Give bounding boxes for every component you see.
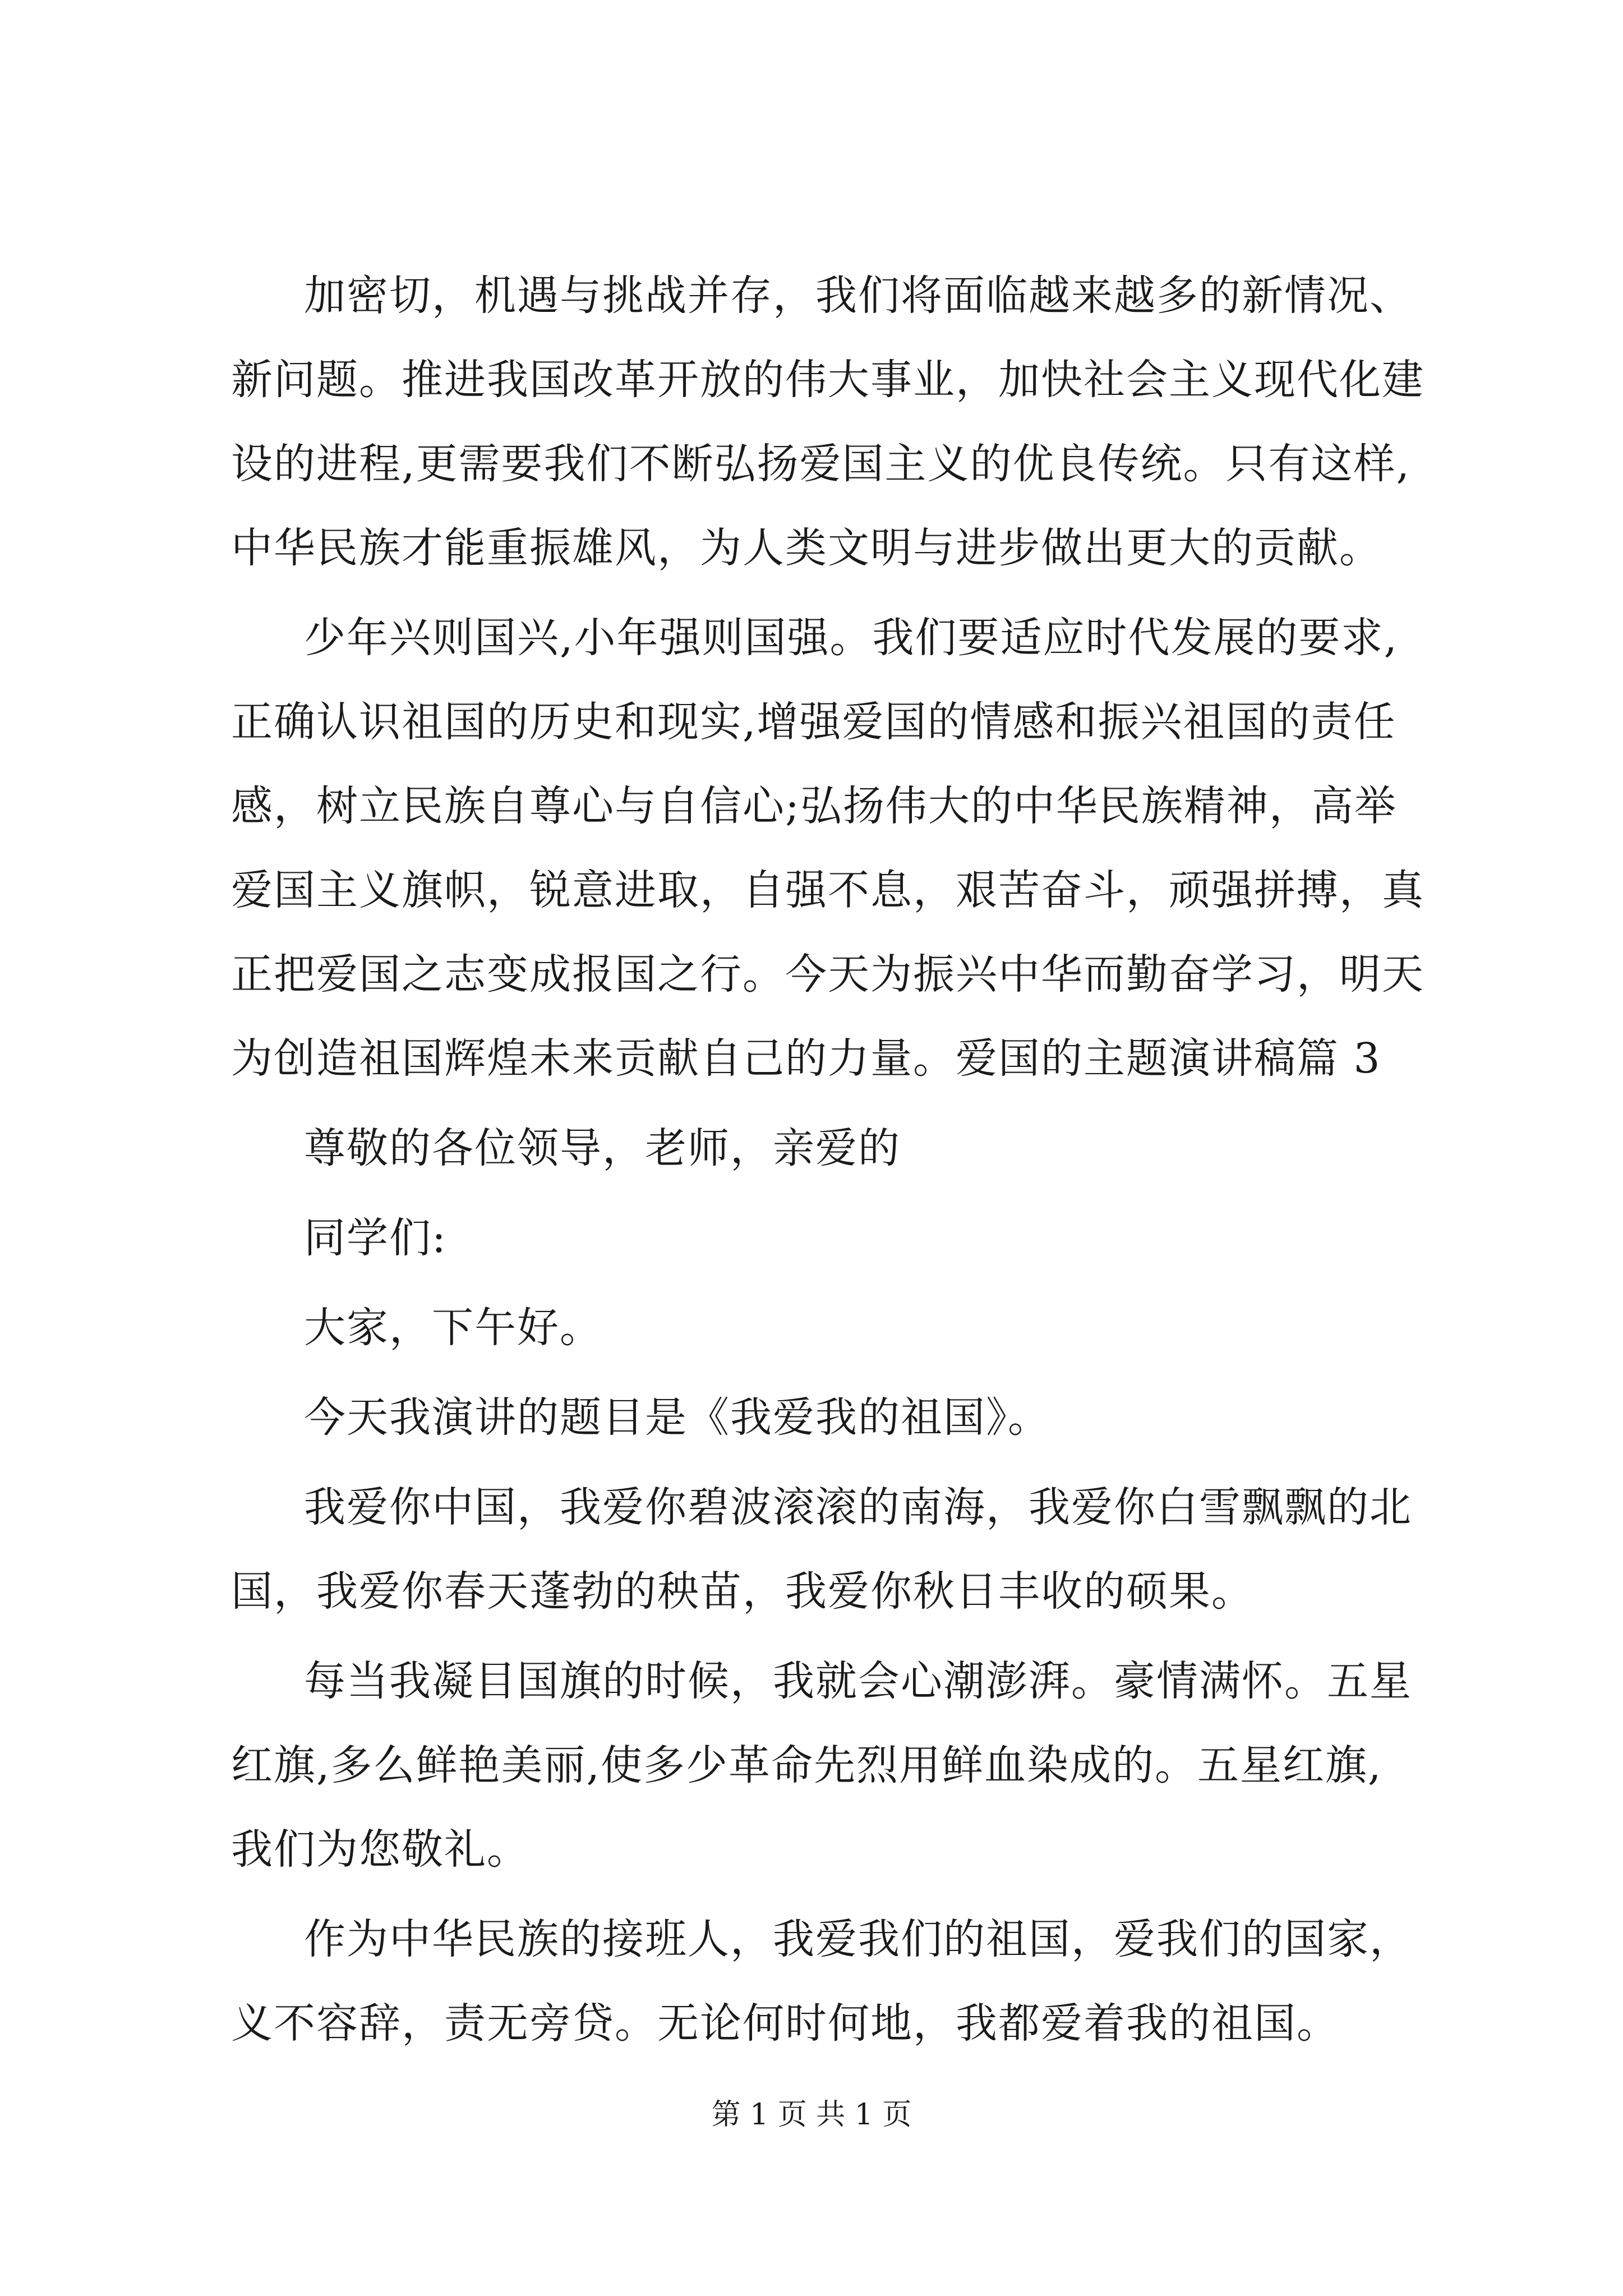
text-line: 国，我爱你春天蓬勃的秧苗，我爱你秋日丰收的硕果。: [231, 1567, 1254, 1616]
text-line: 少年兴则国兴,小年强则国强。我们要适应时代发展的要求,: [304, 614, 1399, 662]
greeting-line: 大家，下午好。: [304, 1304, 602, 1352]
text-line: 感，树立民族自尊心与自信心;弘扬伟大的中华民族精神，高举: [231, 782, 1397, 830]
text-line: 红旗,多么鲜艳美丽,使多少革命先烈用鲜血染成的。五星红旗,: [231, 1741, 1382, 1789]
salutation-line: 同学们:: [304, 1214, 447, 1262]
text-line: 我们为您敬礼。: [231, 1825, 529, 1874]
text-line: 设的进程,更需要我们不断弘扬爱国主义的优良传统。只有这样,: [231, 440, 1411, 488]
text-line: 爱国主义旗帜，锐意进取，自强不息，艰苦奋斗，顽强拼搏，真: [231, 866, 1424, 914]
text-line: 今天我演讲的题目是《我爱我的祖国》。: [304, 1393, 1050, 1442]
text-line: 为创造祖国辉煌未来贡献自己的力量。爱国的主题演讲稿篇 3: [231, 1034, 1381, 1083]
text-line: 新问题。推进我国改革开放的伟大事业，加快社会主义现代化建: [231, 356, 1424, 404]
salutation-line: 尊敬的各位领导，老师，亲爱的: [304, 1124, 901, 1172]
text-line: 正确认识祖国的历史和现实,增强爱国的情感和振兴祖国的责任: [231, 698, 1396, 746]
text-line: 正把爱国之志变成报国之行。今天为振兴中华而勤奋学习，明天: [231, 950, 1424, 999]
text-line: 加密切，机遇与挑战并存，我们将面临越来越多的新情况、: [304, 272, 1412, 320]
text-line: 每当我凝目国旗的时候，我就会心潮澎湃。豪情满怀。五星: [304, 1657, 1412, 1705]
text-line: 义不容辞，责无旁贷。无论何时何地，我都爱着我的祖国。: [231, 1999, 1339, 2047]
text-line: 作为中华民族的接班人，我爱我们的祖国，爱我们的国家，: [304, 1915, 1412, 1963]
page-number: 第 1 页 共 1 页: [711, 2098, 912, 2132]
text-line: 中华民族才能重振雄风，为人类文明与进步做出更大的贡献。: [231, 524, 1382, 572]
text-line: 我爱你中国，我爱你碧波滚滚的南海，我爱你白雪飘飘的北: [304, 1483, 1412, 1531]
